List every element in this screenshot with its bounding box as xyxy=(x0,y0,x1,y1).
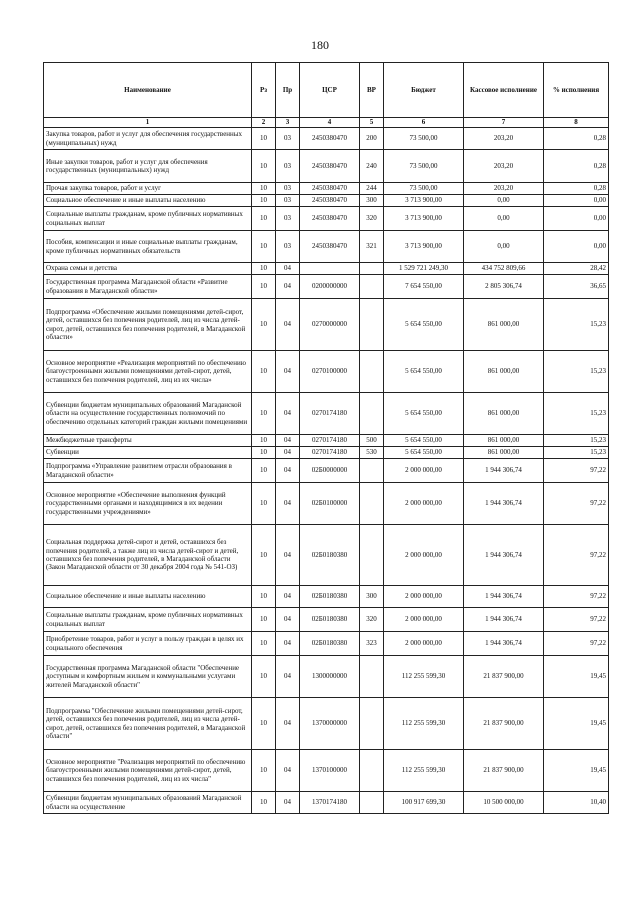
row-budget: 2 000 000,00 xyxy=(384,586,464,608)
row-budget: 2 000 000,00 xyxy=(384,608,464,632)
row-cash: 1 944 306,74 xyxy=(464,459,544,483)
row-pct: 0,28 xyxy=(544,150,609,183)
column-number: 6 xyxy=(384,118,464,128)
row-csr: 02Б0000000 xyxy=(300,459,360,483)
row-budget: 5 654 550,00 xyxy=(384,447,464,459)
row-pct: 0,28 xyxy=(544,183,609,195)
row-pr: 03 xyxy=(276,231,300,263)
row-name: Пособия, компенсации и иные социальные выплаты гражданам, кроме публичных нормативных обязательств xyxy=(44,231,252,263)
row-budget: 73 500,00 xyxy=(384,150,464,183)
table-row xyxy=(44,183,609,195)
row-vr: 300 xyxy=(360,195,384,207)
row-name: Охрана семьи и детства xyxy=(44,263,252,275)
row-name: Закупка товаров, работ и услуг для обеспечения государственных (муниципальных) нужд xyxy=(44,128,252,150)
row-vr xyxy=(360,750,384,792)
table-row xyxy=(44,632,609,656)
row-pr: 04 xyxy=(276,656,300,698)
row-pr: 04 xyxy=(276,447,300,459)
row-pr: 04 xyxy=(276,586,300,608)
row-csr: 0270100000 xyxy=(300,351,360,393)
row-vr xyxy=(360,299,384,351)
row-rz: 10 xyxy=(252,632,276,656)
row-name: Социальная поддержка детей-сирот и детей, оставшихся без попечения родителей, а также лиц из числа детей-сирот и детей, оставшихся без попечения родителей, в Магаданской области (Закон Магаданской области от 30 декабря 2004 года № 541-ОЗ) xyxy=(44,525,252,586)
header-rz: Рз xyxy=(252,63,276,118)
row-pr: 03 xyxy=(276,207,300,231)
row-rz: 10 xyxy=(252,299,276,351)
row-pr: 04 xyxy=(276,483,300,525)
row-pct: 15,23 xyxy=(544,435,609,447)
row-pct: 19,45 xyxy=(544,656,609,698)
row-pct: 97,22 xyxy=(544,525,609,586)
row-rz: 10 xyxy=(252,351,276,393)
row-pr: 04 xyxy=(276,393,300,435)
row-name: Подпрограмма "Обеспечение жилыми помещениями детей-сирот, детей, оставшихся без попечения родителей, лиц из числа детей-сирот, детей, оставшихся без попечения родителей, в Магаданской области" xyxy=(44,698,252,750)
row-rz: 10 xyxy=(252,207,276,231)
row-vr: 530 xyxy=(360,447,384,459)
row-csr: 1370000000 xyxy=(300,698,360,750)
row-pr: 04 xyxy=(276,263,300,275)
row-csr: 02Б0180380 xyxy=(300,525,360,586)
row-vr xyxy=(360,698,384,750)
row-name: Подпрограмма «Управление развитием отрасли образования в Магаданской области» xyxy=(44,459,252,483)
row-pr: 04 xyxy=(276,792,300,814)
row-vr xyxy=(360,263,384,275)
row-cash: 1 944 306,74 xyxy=(464,586,544,608)
row-rz: 10 xyxy=(252,195,276,207)
row-csr: 2450380470 xyxy=(300,128,360,150)
row-csr: 1370100000 xyxy=(300,750,360,792)
table-row xyxy=(44,299,609,351)
header-pr: Пр xyxy=(276,63,300,118)
row-csr: 0270174180 xyxy=(300,447,360,459)
row-name: Социальные выплаты гражданам, кроме публичных нормативных социальных выплат xyxy=(44,207,252,231)
column-number: 3 xyxy=(276,118,300,128)
row-pr: 04 xyxy=(276,459,300,483)
row-pct: 0,00 xyxy=(544,231,609,263)
row-pr: 04 xyxy=(276,435,300,447)
row-pr: 04 xyxy=(276,351,300,393)
row-budget: 7 654 550,00 xyxy=(384,275,464,299)
row-vr xyxy=(360,656,384,698)
row-rz: 10 xyxy=(252,128,276,150)
row-budget: 2 000 000,00 xyxy=(384,632,464,656)
table-row xyxy=(44,207,609,231)
row-vr: 321 xyxy=(360,231,384,263)
row-cash: 21 837 900,00 xyxy=(464,750,544,792)
page-number: 180 xyxy=(311,38,329,52)
row-csr: 2450380470 xyxy=(300,207,360,231)
row-cash: 0,00 xyxy=(464,195,544,207)
row-cash: 0,00 xyxy=(464,207,544,231)
table-row xyxy=(44,525,609,586)
row-pct: 0,00 xyxy=(544,195,609,207)
row-budget: 5 654 550,00 xyxy=(384,435,464,447)
row-csr: 2450380470 xyxy=(300,195,360,207)
table-row xyxy=(44,128,609,150)
row-cash: 1 944 306,74 xyxy=(464,483,544,525)
row-csr: 2450380470 xyxy=(300,150,360,183)
row-pr: 03 xyxy=(276,195,300,207)
row-cash: 21 837 900,00 xyxy=(464,698,544,750)
row-name: Социальное обеспечение и иные выплаты населению xyxy=(44,195,252,207)
row-pct: 28,42 xyxy=(544,263,609,275)
row-budget: 112 255 599,30 xyxy=(384,750,464,792)
column-number-row xyxy=(44,118,609,128)
row-cash: 861 000,00 xyxy=(464,351,544,393)
row-pct: 10,40 xyxy=(544,792,609,814)
table-row xyxy=(44,447,609,459)
table-row xyxy=(44,586,609,608)
row-name: Субвенции xyxy=(44,447,252,459)
row-name: Межбюджетные трансферты xyxy=(44,435,252,447)
row-pr: 04 xyxy=(276,275,300,299)
row-cash: 861 000,00 xyxy=(464,299,544,351)
row-vr xyxy=(360,459,384,483)
row-vr: 320 xyxy=(360,608,384,632)
row-vr: 500 xyxy=(360,435,384,447)
row-vr: 244 xyxy=(360,183,384,195)
row-name: Государственная программа Магаданской области "Обеспечение доступным и комфортным жильем и коммунальными услугами жителей Магаданской области" xyxy=(44,656,252,698)
row-csr: 1300000000 xyxy=(300,656,360,698)
row-rz: 10 xyxy=(252,435,276,447)
row-pct: 36,65 xyxy=(544,275,609,299)
row-vr: 200 xyxy=(360,128,384,150)
row-vr: 323 xyxy=(360,632,384,656)
row-budget: 5 654 550,00 xyxy=(384,299,464,351)
header-vr: ВР xyxy=(360,63,384,118)
row-cash: 0,00 xyxy=(464,231,544,263)
row-budget: 2 000 000,00 xyxy=(384,483,464,525)
row-pct: 15,23 xyxy=(544,447,609,459)
header-pct: % исполнения xyxy=(544,63,609,118)
row-vr xyxy=(360,525,384,586)
row-rz: 10 xyxy=(252,447,276,459)
row-pct: 97,22 xyxy=(544,459,609,483)
row-budget: 5 654 550,00 xyxy=(384,351,464,393)
table-row xyxy=(44,792,609,814)
table-row xyxy=(44,750,609,792)
row-rz: 10 xyxy=(252,393,276,435)
row-rz: 10 xyxy=(252,263,276,275)
row-pr: 04 xyxy=(276,608,300,632)
header-csr: ЦСР xyxy=(300,63,360,118)
table-row xyxy=(44,656,609,698)
row-csr: 2450380470 xyxy=(300,183,360,195)
row-csr: 1370174180 xyxy=(300,792,360,814)
row-pr: 04 xyxy=(276,698,300,750)
table-row xyxy=(44,608,609,632)
row-vr xyxy=(360,393,384,435)
row-pr: 03 xyxy=(276,183,300,195)
row-cash: 434 752 809,66 xyxy=(464,263,544,275)
column-number: 1 xyxy=(44,118,252,128)
table-row xyxy=(44,435,609,447)
row-csr: 2450380470 xyxy=(300,231,360,263)
row-cash: 203,20 xyxy=(464,128,544,150)
row-rz: 10 xyxy=(252,656,276,698)
row-rz: 10 xyxy=(252,183,276,195)
row-name: Основное мероприятие "Реализация мероприятий по обеспечению благоустроенными жилыми помещениями детей-сирот, детей, оставшихся без попечения родителей, лиц из их числа" xyxy=(44,750,252,792)
row-pct: 19,45 xyxy=(544,698,609,750)
row-pr: 04 xyxy=(276,632,300,656)
row-name: Государственная программа Магаданской области «Развитие образования в Магаданской области» xyxy=(44,275,252,299)
column-number: 4 xyxy=(300,118,360,128)
row-cash: 203,20 xyxy=(464,183,544,195)
column-number: 5 xyxy=(360,118,384,128)
row-pct: 15,23 xyxy=(544,393,609,435)
row-cash: 203,20 xyxy=(464,150,544,183)
row-name: Иные закупки товаров, работ и услуг для обеспечения государственных (муниципальных) нужд xyxy=(44,150,252,183)
row-cash: 10 500 000,00 xyxy=(464,792,544,814)
header-budget: Бюджет xyxy=(384,63,464,118)
row-name: Основное мероприятие «Реализация мероприятий по обеспечению благоустроенными жилыми помещениями детей-сирот, детей, оставшихся без попечения родителей, лиц из их числа» xyxy=(44,351,252,393)
row-vr xyxy=(360,483,384,525)
table-row xyxy=(44,231,609,263)
row-pr: 03 xyxy=(276,128,300,150)
row-pct: 97,22 xyxy=(544,608,609,632)
row-name: Прочая закупка товаров, работ и услуг xyxy=(44,183,252,195)
row-budget: 3 713 900,00 xyxy=(384,207,464,231)
row-vr xyxy=(360,351,384,393)
row-name: Подпрограмма «Обеспечение жилыми помещениями детей-сирот, детей, оставшихся без попечения родителей, лиц из числа детей-сирот, детей, оставшихся без попечения родителей, в Магаданской области» xyxy=(44,299,252,351)
row-budget: 2 000 000,00 xyxy=(384,459,464,483)
table-row xyxy=(44,393,609,435)
row-name: Субвенции бюджетам муниципальных образований Магаданской области на осуществление xyxy=(44,792,252,814)
row-pr: 04 xyxy=(276,525,300,586)
row-pct: 97,22 xyxy=(544,632,609,656)
row-rz: 10 xyxy=(252,275,276,299)
header-name: Наименование xyxy=(44,63,252,118)
row-rz: 10 xyxy=(252,698,276,750)
row-csr: 02Б0180380 xyxy=(300,608,360,632)
row-rz: 10 xyxy=(252,483,276,525)
row-budget: 73 500,00 xyxy=(384,128,464,150)
row-pr: 03 xyxy=(276,150,300,183)
row-name: Социальные выплаты гражданам, кроме публичных нормативных социальных выплат xyxy=(44,608,252,632)
row-vr xyxy=(360,275,384,299)
row-cash: 861 000,00 xyxy=(464,393,544,435)
row-budget: 5 654 550,00 xyxy=(384,393,464,435)
row-rz: 10 xyxy=(252,150,276,183)
row-rz: 10 xyxy=(252,608,276,632)
header-row xyxy=(44,63,609,118)
row-csr: 0270174180 xyxy=(300,393,360,435)
row-pct: 0,28 xyxy=(544,128,609,150)
row-vr xyxy=(360,792,384,814)
row-rz: 10 xyxy=(252,586,276,608)
row-budget: 3 713 900,00 xyxy=(384,231,464,263)
row-pct: 0,00 xyxy=(544,207,609,231)
row-name: Субвенции бюджетам муниципальных образований Магаданской области на осуществление государственных полномочий по обеспечению отдельных категорий граждан жилыми помещениями xyxy=(44,393,252,435)
row-pr: 04 xyxy=(276,750,300,792)
table-row xyxy=(44,459,609,483)
table-row xyxy=(44,150,609,183)
table-row xyxy=(44,263,609,275)
row-csr xyxy=(300,263,360,275)
row-budget: 112 255 599,30 xyxy=(384,656,464,698)
row-cash: 1 944 306,74 xyxy=(464,525,544,586)
row-budget: 3 713 900,00 xyxy=(384,195,464,207)
row-cash: 1 944 306,74 xyxy=(464,608,544,632)
row-vr: 240 xyxy=(360,150,384,183)
row-cash: 2 805 306,74 xyxy=(464,275,544,299)
row-budget: 73 500,00 xyxy=(384,183,464,195)
row-pct: 15,23 xyxy=(544,299,609,351)
row-csr: 02Б0180380 xyxy=(300,586,360,608)
row-pct: 19,45 xyxy=(544,750,609,792)
table-row xyxy=(44,351,609,393)
row-budget: 2 000 000,00 xyxy=(384,525,464,586)
row-csr: 0270174180 xyxy=(300,435,360,447)
row-pr: 04 xyxy=(276,299,300,351)
row-budget: 100 917 699,30 xyxy=(384,792,464,814)
row-csr: 0200000000 xyxy=(300,275,360,299)
row-budget: 112 255 599,30 xyxy=(384,698,464,750)
row-cash: 1 944 306,74 xyxy=(464,632,544,656)
column-number: 8 xyxy=(544,118,609,128)
row-name: Приобретение товаров, работ и услуг в пользу граждан в целях их социального обеспечения xyxy=(44,632,252,656)
row-csr: 02Б0100000 xyxy=(300,483,360,525)
table-row xyxy=(44,698,609,750)
row-rz: 10 xyxy=(252,750,276,792)
table-row xyxy=(44,483,609,525)
row-pct: 97,22 xyxy=(544,483,609,525)
row-csr: 0270000000 xyxy=(300,299,360,351)
row-pct: 15,23 xyxy=(544,351,609,393)
column-number: 7 xyxy=(464,118,544,128)
header-cash: Кассовое исполнение xyxy=(464,63,544,118)
row-name: Основное мероприятие «Обеспечение выполнения функций государственными органами и находящимися в их ведении государственными учреждениями» xyxy=(44,483,252,525)
row-cash: 861 000,00 xyxy=(464,435,544,447)
column-number: 2 xyxy=(252,118,276,128)
row-name: Социальное обеспечение и иные выплаты населению xyxy=(44,586,252,608)
row-rz: 10 xyxy=(252,792,276,814)
table-row xyxy=(44,275,609,299)
row-rz: 10 xyxy=(252,459,276,483)
row-vr: 300 xyxy=(360,586,384,608)
row-vr: 320 xyxy=(360,207,384,231)
row-rz: 10 xyxy=(252,231,276,263)
row-cash: 21 837 900,00 xyxy=(464,656,544,698)
row-budget: 1 529 721 249,30 xyxy=(384,263,464,275)
row-pct: 97,22 xyxy=(544,586,609,608)
row-csr: 02Б0180380 xyxy=(300,632,360,656)
table-row xyxy=(44,195,609,207)
row-cash: 861 000,00 xyxy=(464,447,544,459)
budget-table xyxy=(43,62,609,814)
row-rz: 10 xyxy=(252,525,276,586)
